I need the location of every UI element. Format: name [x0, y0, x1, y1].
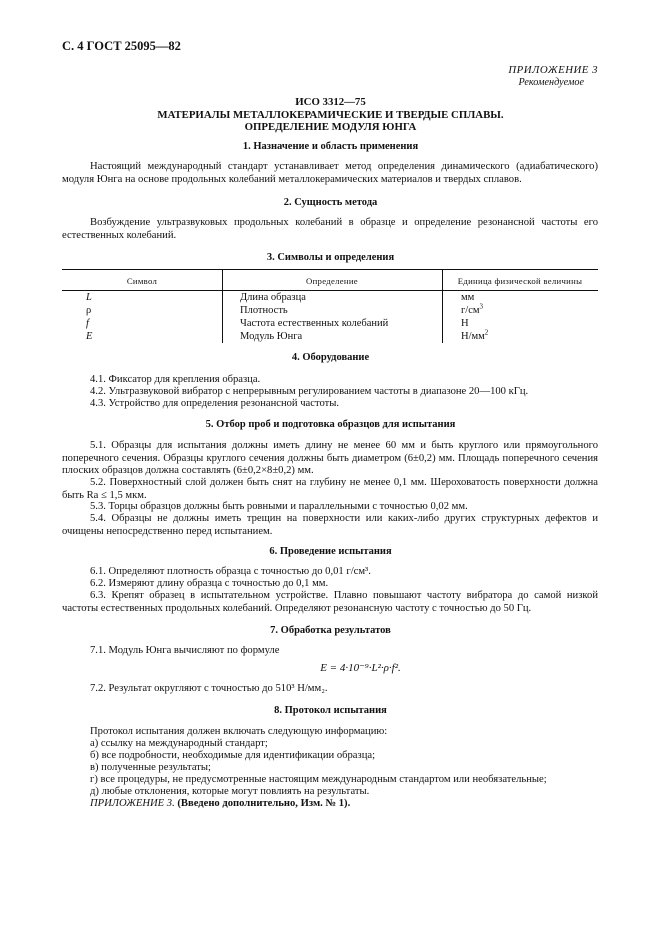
table-header-rule: [62, 290, 598, 291]
list-item: г) все процедуры, не предусмотренные настоящим международным стандартом или необязательные;: [90, 774, 547, 785]
section-7-heading: 7. Обработка результатов: [270, 625, 391, 636]
section-5-heading: 5. Отбор проб и подготовка образцов для испытания: [205, 419, 456, 430]
list-item: 4.3. Устройство для определения резонансной частоты.: [90, 398, 340, 409]
title-line-1: МАТЕРИАЛЫ МЕТАЛЛОКЕРАМИЧЕСКИЕ И ТВЕРДЫЕ СПЛАВЫ.: [157, 108, 504, 121]
table-cell-definition: Модуль Юнга: [240, 331, 303, 342]
list-item: 4.1. Фиксатор для крепления образца.: [90, 374, 261, 385]
appendix-number: ПРИЛОЖЕНИЕ 3: [508, 64, 598, 76]
table-cell-unit: $Н/мм^2$: [461, 328, 489, 342]
appendix-label: [508, 64, 598, 89]
protocol-intro: Протокол испытания должен включать следующую информацию:: [90, 726, 388, 737]
list-item: д) любые отклонения, которые могут повлиять на результаты.: [90, 786, 370, 797]
table-cell-symbol: ρ: [86, 305, 92, 316]
paragraph-5-4: 5.4. Образцы не должны иметь трещин на поверхности или каких-либо других структурных дефектов и очищены непосредственно перед испытанием.: [62, 513, 598, 537]
amendment-note: ПРИЛОЖЕНИЕ 3. (Введено дополнительно, Изм. № 1).: [90, 798, 351, 809]
table-cell-definition: Частота естественных колебаний: [240, 318, 389, 329]
table-header-definition: Определение: [306, 276, 358, 286]
section-4-heading: 4. Оборудование: [291, 352, 370, 363]
document-title: [0, 96, 661, 134]
section-1-text: Настоящий международный стандарт устанавливает метод определения динамического (адиабатического) модуля Юнга на основе продольных колебаний металлокерамических материалов и твердых сплавов.: [62, 161, 598, 185]
table-cell-symbol: E: [86, 331, 93, 342]
table-cell-symbol: f: [86, 318, 89, 329]
paragraph-5-2: 5.2. Поверхностный слой должен быть снят на глубину не менее 0,1 мм. Шероховатость поверхности должна быть Ra ≤ 1,5 мкм.: [62, 477, 598, 501]
table-top-rule: [62, 269, 598, 270]
paragraph-5-3: 5.3. Торцы образцов должны быть ровными и параллельными с точностью 0,02 мм.: [90, 501, 468, 512]
page-number: С. 4 ГОСТ 25095—82: [62, 39, 181, 53]
paragraph-7-2: 7.2. Результат округляют с точностью до 510³ Н/мм₂.: [90, 683, 328, 694]
section-1-heading: 1. Назначение и область применения: [242, 141, 419, 152]
table-cell-unit: Н: [461, 318, 469, 329]
title-line-2: ОПРЕДЕЛЕНИЕ МОДУЛЯ ЮНГА: [244, 121, 417, 134]
paragraph-6-2: 6.2. Измеряют длину образца с точностью до 0,1 мм.: [90, 578, 329, 589]
paragraph-7-1: 7.1. Модуль Юнга вычисляют по формуле: [90, 645, 280, 656]
list-item: б) все подробности, необходимые для идентификации образца;: [90, 750, 376, 761]
section-3-heading: 3. Символы и определения: [266, 252, 395, 263]
table-cell-unit: мм: [461, 292, 475, 303]
table-header-symbol: Символ: [126, 276, 158, 286]
paragraph-5-1: 5.1. Образцы для испытания должны иметь длину не менее 60 мм и быть круглого или прямоугольного поперечного сечения. Образцы круглого сечения должны быть диаметром (6±0,2) мм. Площадь поперечного сечения плоских образцов должна составлять (6±0,2×8±0,2) мм.: [62, 440, 598, 477]
appendix-status: Рекомендуемое: [518, 76, 584, 88]
section-2-heading: 2. Сущность метода: [283, 197, 378, 208]
iso-number: ИСО 3312—75: [295, 96, 366, 108]
paragraph-6-1: 6.1. Определяют плотность образца с точностью до 0,01 г/см³.: [90, 566, 371, 577]
list-item: а) ссылку на международный стандарт;: [90, 738, 268, 749]
table-cell-symbol: L: [86, 292, 92, 303]
section-2-text: Возбуждение ультразвуковых продольных колебаний в образце и определение резонансной частоты его естественных колебаний.: [62, 217, 598, 241]
section-6-heading: 6. Проведение испытания: [269, 546, 392, 557]
young-modulus-formula: E = 4·10⁻⁹·L²·ρ·f².: [320, 662, 401, 674]
table-cell-definition: Плотность: [240, 305, 288, 316]
section-8-heading: 8. Протокол испытания: [274, 705, 387, 716]
table-header-unit: Единица физической величины: [457, 276, 583, 286]
list-item: 4.2. Ультразвуковой вибратор с непрерывным регулированием частоты в диапазоне 20—100 кГц.: [90, 386, 529, 397]
table-cell-definition: Длина образца: [240, 292, 306, 303]
table-cell-unit: $г/см^3$: [461, 302, 484, 316]
paragraph-6-3: 6.3. Крепят образец в испытательном устройстве. Плавно повышают частоту вибратора до самой низкой частоты естественных продольных колебаний. Определяют резонансную частоту с точностью до 50 Гц.: [62, 590, 598, 614]
list-item: в) полученные результаты;: [90, 762, 211, 773]
